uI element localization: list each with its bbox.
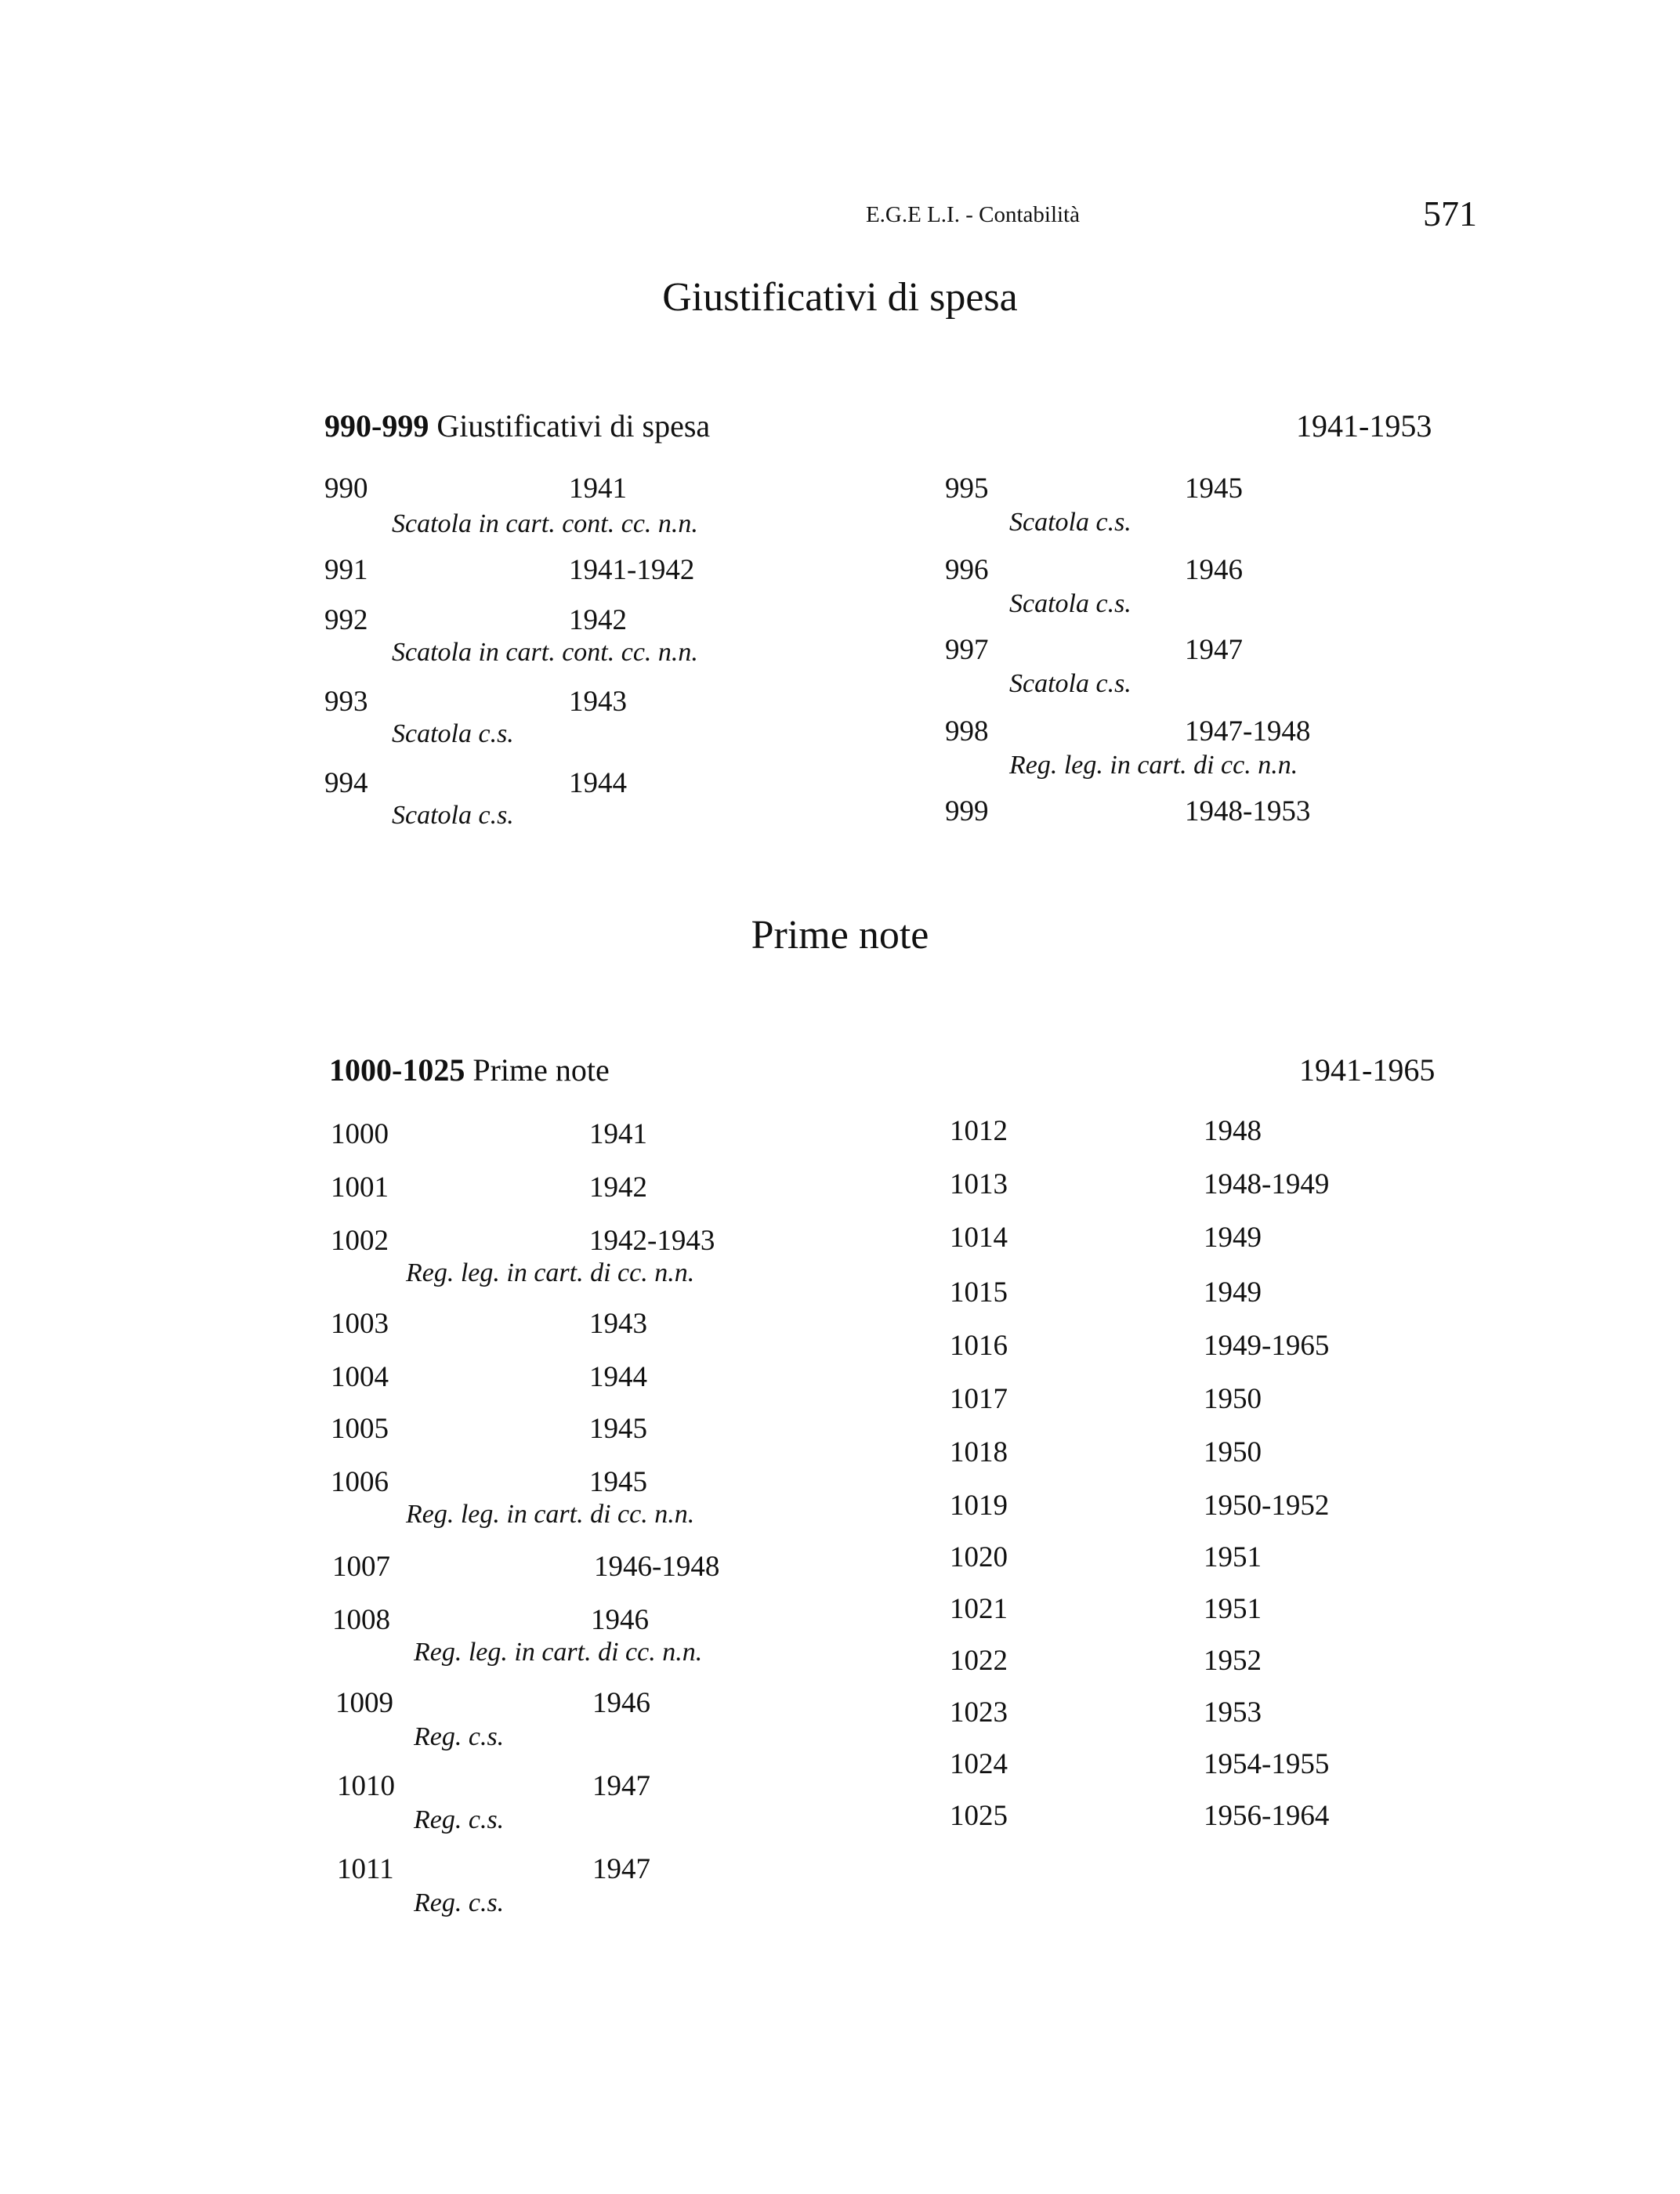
- entry-date: 1942: [589, 1171, 647, 1204]
- entry-number: 1021: [950, 1593, 1008, 1625]
- series-name: Prime note: [472, 1052, 610, 1088]
- entry-number: 997: [945, 634, 989, 666]
- entry-number: 994: [324, 767, 368, 799]
- series-heading: [329, 1052, 610, 1088]
- entry-date: 1945: [1185, 472, 1243, 505]
- entry-description: Scatola c.s.: [1009, 589, 1131, 618]
- entry-date: 1948-1949: [1204, 1168, 1330, 1200]
- entry-number: 1015: [950, 1276, 1008, 1309]
- entry-number: 1009: [335, 1687, 393, 1719]
- entry-number: 1000: [331, 1118, 389, 1150]
- section-title-giustificativi: Giustificativi di spesa: [662, 275, 1018, 320]
- entry-number: 1008: [332, 1604, 390, 1636]
- entry-description: Reg. c.s.: [414, 1722, 505, 1751]
- entry-date: 1946: [591, 1604, 649, 1636]
- entry-date: 1946-1948: [594, 1551, 720, 1583]
- entry-number: 1011: [337, 1853, 394, 1885]
- entry-number: 1023: [950, 1696, 1008, 1729]
- entry-number: 1003: [331, 1308, 389, 1340]
- entry-number: 998: [945, 715, 989, 748]
- entry-number: 993: [324, 686, 368, 718]
- entry-date: 1941: [589, 1118, 647, 1150]
- entry-date: 1951: [1204, 1541, 1262, 1573]
- entry-date: 1956-1964: [1204, 1800, 1330, 1832]
- entry-date: 1947-1948: [1185, 715, 1311, 748]
- entry-date: 1947: [592, 1853, 650, 1885]
- entry-description: Reg. c.s.: [414, 1888, 505, 1917]
- entry-date: 1951: [1204, 1593, 1262, 1625]
- entry-description: Reg. c.s.: [414, 1805, 505, 1834]
- series-dates: 1941-1953: [1296, 408, 1432, 444]
- entry-date: 1950: [1204, 1436, 1262, 1468]
- section-title-prime-note: Prime note: [751, 913, 929, 958]
- entry-date: 1945: [589, 1466, 647, 1498]
- entry-date: 1942: [569, 604, 627, 636]
- entry-description: Scatola in cart. cont. cc. n.n.: [392, 638, 698, 667]
- entry-date: 1941: [569, 472, 627, 505]
- running-head: E.G.E L.I. - Contabilità: [865, 202, 1080, 227]
- series-heading: [324, 407, 710, 444]
- entry-date: 1954-1955: [1204, 1748, 1330, 1780]
- entry-description: Reg. leg. in cart. di cc. n.n.: [406, 1258, 695, 1287]
- entry-number: 1014: [950, 1222, 1008, 1254]
- entry-description: Scatola c.s.: [1009, 669, 1131, 698]
- entry-date: 1945: [589, 1413, 647, 1445]
- entry-date: 1947: [592, 1770, 650, 1802]
- entry-date: 1950-1952: [1204, 1490, 1330, 1522]
- entry-number: 996: [945, 554, 989, 586]
- entry-number: 1004: [331, 1361, 389, 1393]
- entry-date: 1953: [1204, 1696, 1262, 1729]
- entry-description: Scatola c.s.: [392, 719, 514, 748]
- entry-date: 1942-1943: [589, 1225, 715, 1257]
- entry-number: 992: [324, 604, 368, 636]
- entry-number: 1005: [331, 1413, 389, 1445]
- entry-description: Scatola in cart. cont. cc. n.n.: [392, 509, 698, 538]
- entry-number: 1006: [331, 1466, 389, 1498]
- entry-number: 1020: [950, 1541, 1008, 1573]
- entry-date: 1950: [1204, 1383, 1262, 1415]
- entry-date: 1948: [1204, 1115, 1262, 1147]
- entry-date: 1944: [589, 1361, 647, 1393]
- entry-number: 995: [945, 472, 989, 505]
- entry-number: 1013: [950, 1168, 1008, 1200]
- entry-number: 1001: [331, 1171, 389, 1204]
- series-dates: 1941-1965: [1299, 1052, 1436, 1088]
- entry-number: 1024: [950, 1748, 1008, 1780]
- entry-date: 1943: [569, 686, 627, 718]
- series-name: Giustificativi di spesa: [436, 408, 711, 444]
- entry-description: Reg. leg. in cart. di cc. n.n.: [406, 1500, 695, 1529]
- series-range: 1000-1025: [329, 1052, 465, 1088]
- entry-number: 1022: [950, 1645, 1008, 1677]
- entry-date: 1946: [592, 1687, 650, 1719]
- entry-number: 999: [945, 795, 989, 827]
- entry-description: Reg. leg. in cart. di cc. n.n.: [1009, 751, 1298, 780]
- entry-date: 1952: [1204, 1645, 1262, 1677]
- entry-number: 1010: [337, 1770, 395, 1802]
- entry-date: 1943: [589, 1308, 647, 1340]
- page-number: 571: [1423, 194, 1477, 234]
- entry-date: 1949-1965: [1204, 1330, 1330, 1362]
- entry-description: Reg. leg. in cart. di cc. n.n.: [414, 1638, 703, 1667]
- entry-number: 991: [324, 554, 368, 586]
- entry-number: 1012: [950, 1115, 1008, 1147]
- entry-description: Scatola c.s.: [392, 801, 514, 830]
- entry-number: 1025: [950, 1800, 1008, 1832]
- entry-number: 1019: [950, 1490, 1008, 1522]
- entry-number: 990: [324, 472, 368, 505]
- entry-date: 1947: [1185, 634, 1243, 666]
- entry-date: 1948-1953: [1185, 795, 1311, 827]
- entry-date: 1949: [1204, 1276, 1262, 1309]
- series-range: 990-999: [324, 408, 429, 444]
- entry-date: 1949: [1204, 1222, 1262, 1254]
- entry-number: 1018: [950, 1436, 1008, 1468]
- entry-date: 1946: [1185, 554, 1243, 586]
- entry-number: 1002: [331, 1225, 389, 1257]
- entry-date: 1941-1942: [569, 554, 695, 586]
- entry-number: 1016: [950, 1330, 1008, 1362]
- entry-description: Scatola c.s.: [1009, 508, 1131, 537]
- entry-date: 1944: [569, 767, 627, 799]
- entry-number: 1017: [950, 1383, 1008, 1415]
- entry-number: 1007: [332, 1551, 390, 1583]
